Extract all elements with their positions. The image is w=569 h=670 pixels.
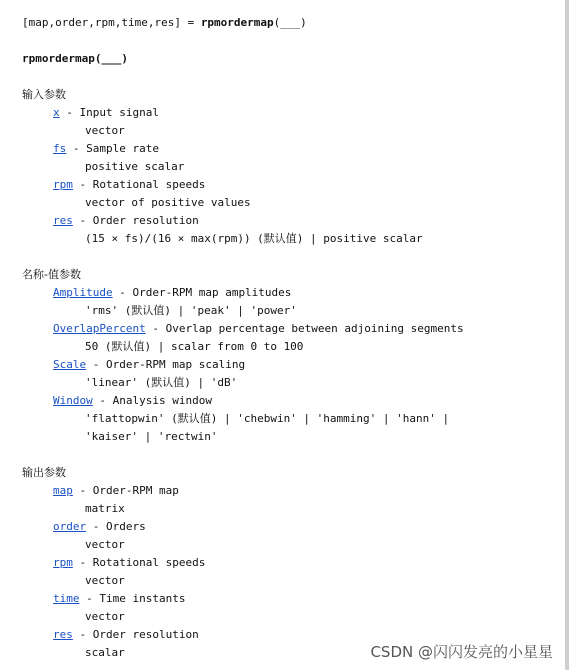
param-link-window[interactable]: Window: [53, 394, 93, 407]
param-values: 'rms' (默认值) | 'peak' | 'power': [85, 304, 297, 317]
output-desc: - Orders: [86, 520, 146, 533]
signature-outputs: [map,order,rpm,time,res] =: [22, 16, 201, 29]
page-frame-edge: [565, 0, 569, 670]
param-link-x[interactable]: x: [53, 106, 60, 119]
param-link-fs[interactable]: fs: [53, 142, 67, 155]
param-type: (15 × fs)/(16 × max(rpm)) (默认值) | positive scalar: [85, 232, 423, 245]
param-line-fs: [22, 140, 559, 158]
param-values: 'flattopwin' (默认值) | 'chebwin' | 'hamming' | 'hann' |: [85, 412, 450, 425]
output-line-order: [22, 518, 559, 536]
param-line-rpm: [22, 176, 559, 194]
param-type: positive scalar: [85, 160, 185, 173]
spacer: [22, 446, 559, 464]
param-line-res: [22, 212, 559, 230]
inputs-heading: 输入参数: [22, 88, 66, 101]
spacer: [22, 68, 559, 86]
output-link-order[interactable]: order: [53, 520, 87, 533]
param-type: vector: [85, 124, 125, 137]
short-signature: [22, 50, 559, 68]
output-type: vector: [85, 574, 125, 587]
output-type: vector: [85, 610, 125, 623]
param-line-window: [22, 392, 559, 410]
param-line-x: [22, 104, 559, 122]
namevalue-heading: 名称-值参数: [22, 268, 81, 281]
signature-function: rpmordermap: [200, 16, 274, 29]
param-link-rpm[interactable]: rpm: [53, 178, 73, 191]
output-type: matrix: [85, 502, 125, 515]
param-link-amplitude[interactable]: Amplitude: [53, 286, 113, 299]
param-desc: - Sample rate: [66, 142, 159, 155]
spacer: [22, 248, 559, 266]
param-line-scale: [22, 356, 559, 374]
csdn-watermark: CSDN @闪闪发亮的小星星: [370, 643, 553, 661]
syntax-reference: [22, 14, 559, 662]
param-desc: - Order-RPM map scaling: [86, 358, 246, 371]
param-desc: - Order resolution: [72, 214, 199, 227]
short-signature-args: (___): [94, 52, 128, 65]
spacer: [22, 32, 559, 50]
output-link-time[interactable]: time: [53, 592, 80, 605]
param-desc: - Input signal: [59, 106, 159, 119]
param-desc: - Rotational speeds: [72, 178, 206, 191]
full-signature: [22, 14, 559, 32]
param-link-res[interactable]: res: [53, 214, 73, 227]
param-link-overlappercent[interactable]: OverlapPercent: [53, 322, 146, 335]
signature-args: (___): [273, 16, 307, 29]
output-link-res[interactable]: res: [53, 628, 73, 641]
output-link-rpm[interactable]: rpm: [53, 556, 73, 569]
output-line-time: [22, 590, 559, 608]
param-line-amplitude: [22, 284, 559, 302]
output-line-rpm: [22, 554, 559, 572]
param-values: 'linear' (默认值) | 'dB': [85, 376, 238, 389]
param-desc: - Overlap percentage between adjoining segments: [145, 322, 464, 335]
output-type: vector: [85, 538, 125, 551]
param-desc: - Order-RPM map amplitudes: [112, 286, 292, 299]
output-desc: - Order resolution: [72, 628, 199, 641]
output-desc: - Time instants: [79, 592, 186, 605]
param-line-overlappercent: [22, 320, 559, 338]
output-desc: - Rotational speeds: [72, 556, 206, 569]
output-link-map[interactable]: map: [53, 484, 73, 497]
output-desc: - Order-RPM map: [72, 484, 179, 497]
param-values: 50 (默认值) | scalar from 0 to 100: [85, 340, 304, 353]
param-type: vector of positive values: [85, 196, 251, 209]
outputs-heading: 输出参数: [22, 466, 66, 479]
param-values: 'kaiser' | 'rectwin': [85, 430, 218, 443]
short-signature-function: rpmordermap: [22, 52, 95, 65]
param-link-scale[interactable]: Scale: [53, 358, 87, 371]
output-line-map: [22, 482, 559, 500]
param-desc: - Analysis window: [92, 394, 212, 407]
output-type: scalar: [85, 646, 125, 659]
